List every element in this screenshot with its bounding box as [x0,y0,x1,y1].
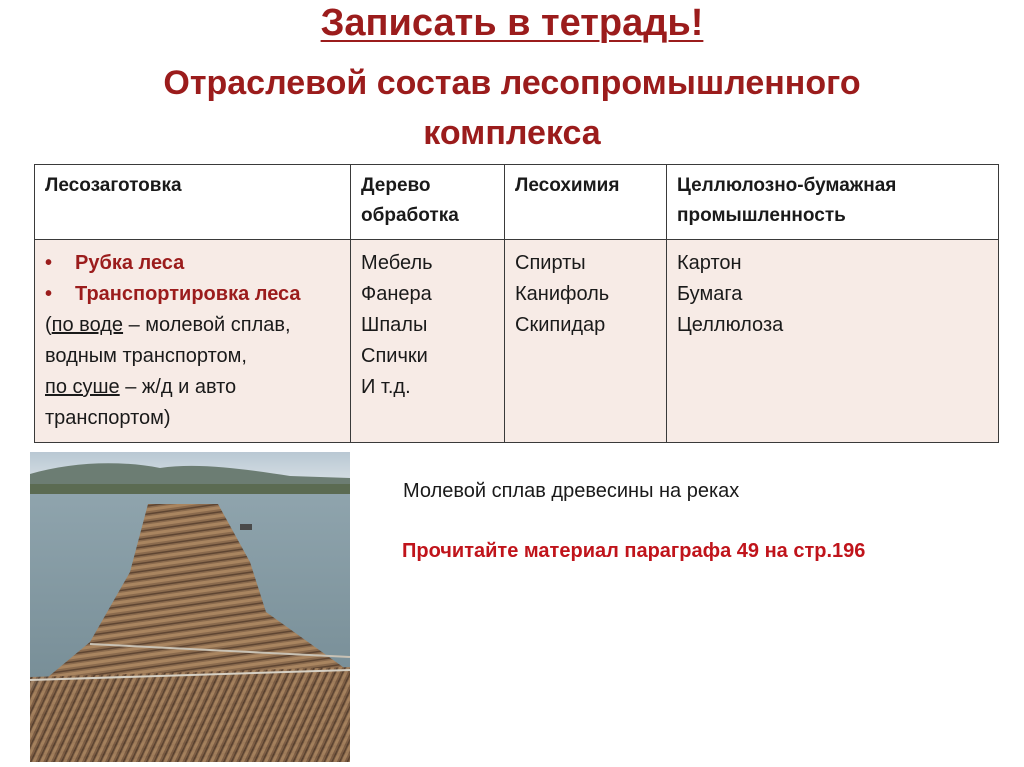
bullet-item: • Рубка леса [45,248,340,279]
list-item: Спички [361,345,428,367]
list-item: Картон [677,252,742,274]
list-item: Бумага [677,283,743,305]
photo-caption: Молевой сплав древесины на реках [403,480,740,502]
header-wood-chemistry: Лесохимия [505,165,667,240]
list-item: Целлюлоза [677,314,784,336]
table-row [35,240,999,443]
paren: ( [45,314,52,336]
list-item: Спирты [515,252,586,274]
list-item: Канифоль [515,283,610,305]
list-item: Фанера [361,283,432,305]
water-text: – молевой сплав, [123,314,291,336]
cell-logging [35,240,351,443]
list-item: Скипидар [515,314,606,336]
list-item: И т.д. [361,376,411,398]
page-subtitle: Отраслевой состав лесопромышленного комплекса [163,64,861,152]
water-label: по воде [51,314,124,336]
water-text-2: водным транспортом, [45,345,247,367]
header-logging: Лесозаготовка [35,165,351,240]
page-title: Записать в тетрадь! [320,2,704,44]
land-text: – ж/д и авто [119,376,237,398]
industry-table [34,164,999,443]
transport-water-line [45,310,340,341]
list-item: Шпалы [361,314,428,336]
header-woodworking: Дерево обработка [351,165,505,240]
land-label: по суше [45,376,120,398]
cell-wood-chemistry [505,240,667,443]
transport-land-line [45,372,340,403]
bullet-item: • Транспортировка леса [45,279,340,310]
table-header-row [35,165,999,240]
cell-woodworking [351,240,505,443]
timber-rafting-illustration [30,452,350,762]
header-pulp-paper: Целлюлозно-бумажная промышленность [667,165,999,240]
list-item: Мебель [361,252,433,274]
timber-rafting-photo [30,452,350,762]
cell-pulp-paper [667,240,999,443]
land-text-2: транспортом) [45,407,171,429]
reading-assignment: Прочитайте материал параграфа 49 на стр.196 [402,540,866,562]
